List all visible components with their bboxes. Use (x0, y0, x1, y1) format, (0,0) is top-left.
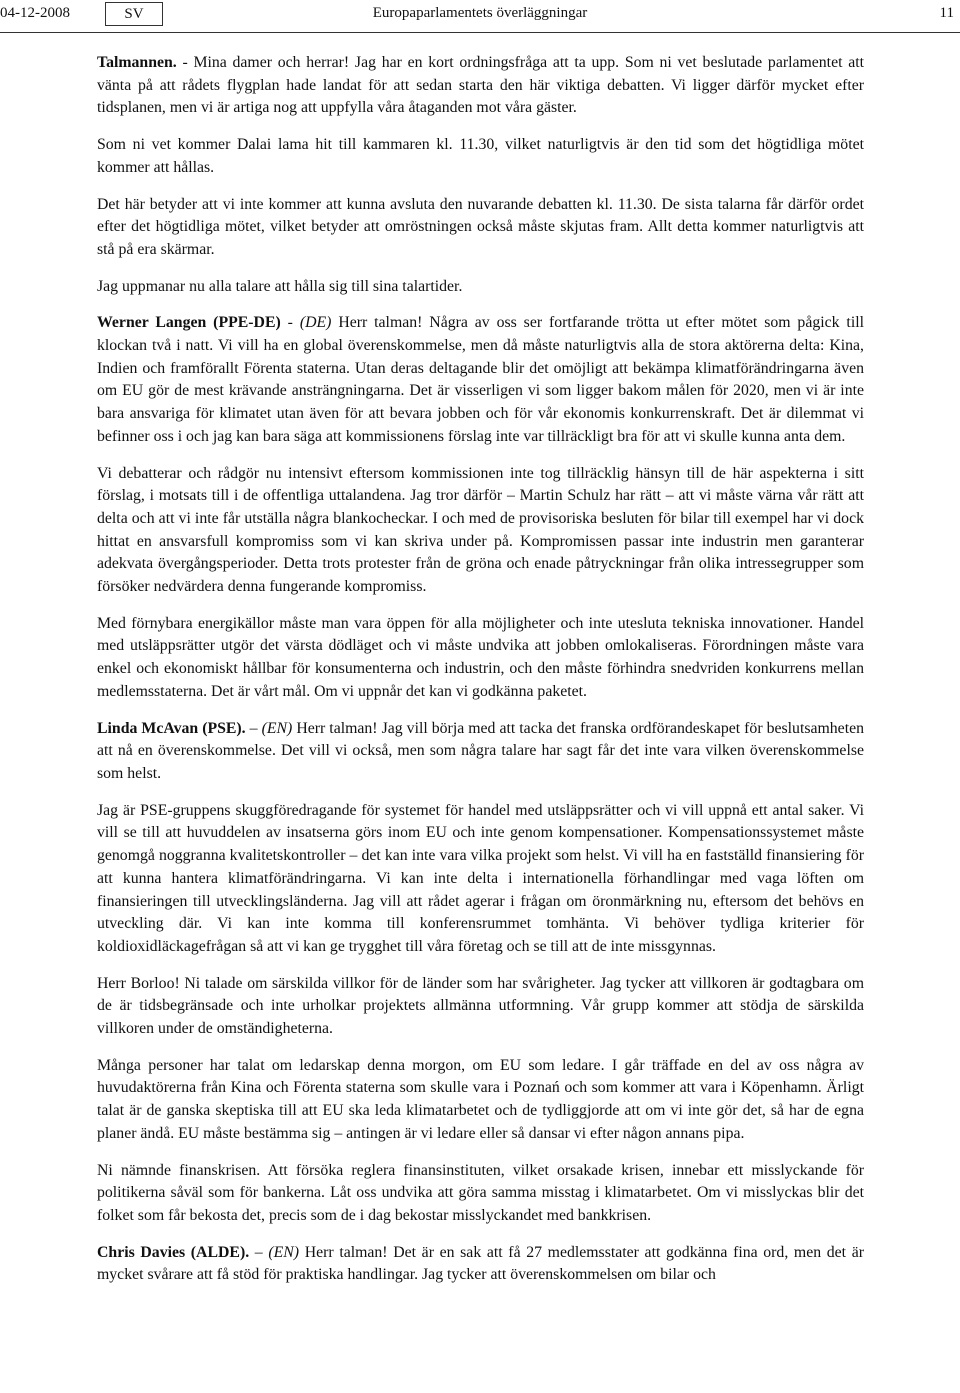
paragraph-text: Jag är PSE-gruppens skuggföredragande för systemet för handel med utsläppsrätter och vi vill uppnå ett antal saker. Vi vill se till att huvuddelen av insatserna görs inom EU och inte genom kompensationer. Kompensationssystemet måste genomgå noggranna kvalitetskontroller – det kan inte vara vilka projekt som helst. Vi vill ha en fastställd finansiering för att kunna hantera klimatförändringarna. Vi kan inte delta i internationella förhandlingar med vaga löften om finansieringen till utvecklingsländerna. Jag vill att rådet agerar i frågan om öronmärkning nu, eftersom det behövs en utveckling där. Vi kan inte komma till konferensrummet tomhänta. Vi behöver tydliga kriterier för koldioxidläckagefrågan så att vi kan ge trygghet till våra företag och se till att de inte missgynnas. (97, 801, 864, 955)
paragraph-text: Herr talman! Några av oss ser fortfarande trötta ut efter mötet som pågick till klockan två i natt. Vi vill ha en global överenskommelse, men då måste naturligtvis alla de stora aktörerna delta: Kina, Indien och framförallt Förenta staterna. Utan deras deltagande blir det omöjligt att bekämpa klimatförändringarna även om EU gör de mest krävande ansträngningarna. Det är visserligen vi som ligger bakom målen för 2020, men vi är inte bara ansvariga för klimatet utan även för att bevara jobben och för vår ekonomis konkurrenskraft. Det är dilemmat vi befinner oss i och jag kan bara säga att kommissionens förslag inte var tillräckligt bra för att vi skulle kunna anta dem. (97, 314, 864, 445)
speaker-name: Talmannen. (97, 54, 177, 71)
paragraph-text: Herr Borloo! Ni talade om särskilda villkor för de länder som har svårigheter. Jag tycker att villkoren är godtagbara om de är tidsbegränsade och inte urholkar projektets allmänna utformning. Vår grupp kommer att stödja de särskilda villkoren under de omständigheterna. (97, 974, 864, 1038)
header-date: 04-12-2008 (0, 5, 70, 21)
page-header (0, 0, 960, 33)
paragraph-text: Det här betyder att vi inte kommer att kunna avsluta den nuvarande debatten kl. 11.30. De sista talarna får därför ordet efter det högtidliga mötet, vilket betyder att omröstningen också måste skjutas fram. Allt detta kommer naturligtvis att stå på era skärmar. (97, 195, 864, 258)
paragraph (97, 613, 864, 704)
language-code: (DE) (299, 314, 332, 332)
paragraph (97, 194, 864, 262)
speaker-name: Chris Davies (ALDE). (97, 1243, 250, 1261)
language-box: SV (105, 2, 163, 26)
page-number: 11 (939, 5, 954, 21)
language-code: (EN) (261, 719, 293, 737)
paragraph (97, 134, 864, 179)
paragraph (97, 973, 864, 1041)
document-body (97, 52, 864, 1301)
separator: – (245, 719, 262, 737)
paragraph-text: Vi debatterar och rådgör nu intensivt eftersom kommissionen inte tog tillräcklig hänsyn till de här aspekterna i sitt förslag, i motsats till i de offentliga uttalandena. Jag tror därför – Martin Schulz har rätt – att vi måste värna vår rätt att delta och att vi inte får utställa några blankocheckar. I och med de provisoriska besluten för bilar till exempel har vi dock hittat en ansvarsfull kompromiss som vi kan skriva under på. Kompromissen passar inte industrin men garanterar adekvata övergångsperioder. Detta trots protester från de gröna och enade påtryckningar från olika intressegrupper som försöker nedvärdera denna fungerande kompromiss. (97, 464, 864, 596)
paragraph (97, 276, 864, 299)
paragraph (97, 718, 864, 786)
paragraph (97, 1160, 864, 1228)
paragraph (97, 1242, 864, 1287)
separator: – (249, 1243, 269, 1261)
paragraph-text: Med förnybara energikällor måste man vara öppen för alla möjligheter och inte utesluta tekniska innovationer. Handel med utsläppsrätter utgör det värsta dödläget och vi måste undvika att jobben omlokaliseras. Förordningen måste vara enkel och ekonomiskt hållbar för konsumenterna och industrin, och den måste förhindra snedvriden konkurrens mellan medlemsstaterna. Det är vårt mål. Om vi uppnår det kan vi godkänna paketet. (97, 614, 864, 700)
speaker-name: Linda McAvan (PSE). (97, 719, 246, 737)
paragraph-text: Herr talman! Jag vill börja med att tacka det franska ordförandeskapet för beslutsamheten att nå en överenskommelse. Det vill vi också, men som några talare har sagt får det inte vara vilken överenskommelse som helst. (97, 719, 864, 782)
paragraph (97, 312, 864, 448)
paragraph (97, 52, 864, 120)
separator: - (280, 314, 300, 332)
paragraph-text: Mina damer och herrar! Jag har en kort ordningsfråga att ta upp. Som ni vet beslutade parlamentet att vänta på att rådets flygplan hade landat för att sedan starta den här viktiga debatten. Vi ligger därför mycket efter tidsplanen, men vi är artiga nog att uppfylla våra åtaganden mot våra gäster. (97, 54, 864, 117)
paragraph-text: Herr talman! Det är en sak att få 27 medlemsstater att godkänna fina ord, men det är mycket svårare att få stöd för praktiska handlingar. Jag tycker att överenskommelsen om bilar och (97, 1243, 864, 1284)
paragraph-text: Som ni vet kommer Dalai lama hit till kammaren kl. 11.30, vilket naturligtvis är den tid som det högtidliga mötet kommer att hållas. (97, 136, 864, 176)
paragraph-text: Många personer har talat om ledarskap denna morgon, om EU som ledare. I går träffade en del av oss några av huvudaktörerna från Kina och Förenta staterna som skulle vara i Poznań och som kommer att vara i Köpenhamn. Ärligt talat är de ganska skeptiska till att EU ska leda klimatarbetet och de tydliggjorde att om vi inte gör det, så har de egna planer ändå. EU måste bestämma sig – antingen är vi ledare eller så dansar vi efter någon annans pipa. (97, 1056, 864, 1142)
paragraph-text: Ni nämnde finanskrisen. Att försöka reglera finansinstituten, vilket orsakade krisen, innebar ett misslyckande för politikerna såväl som för bankerna. Låt oss undvika att göra samma misstag i klimatarbetet. Om vi misslyckas blir det folket som får bekosta det, precis som de i dag bekostar misslyckandet med bankkrisen. (97, 1161, 864, 1224)
speaker-name: Werner Langen (PPE-DE) (97, 314, 281, 332)
paragraph (97, 463, 864, 599)
paragraph (97, 800, 864, 959)
paragraph (97, 1055, 864, 1146)
language-code: (EN) (268, 1243, 300, 1261)
paragraph-text: Jag uppmanar nu alla talare att hålla sig till sina talartider. (97, 277, 463, 295)
separator: - (176, 54, 194, 71)
document-title: Europaparlamentets överläggningar (372, 5, 588, 21)
